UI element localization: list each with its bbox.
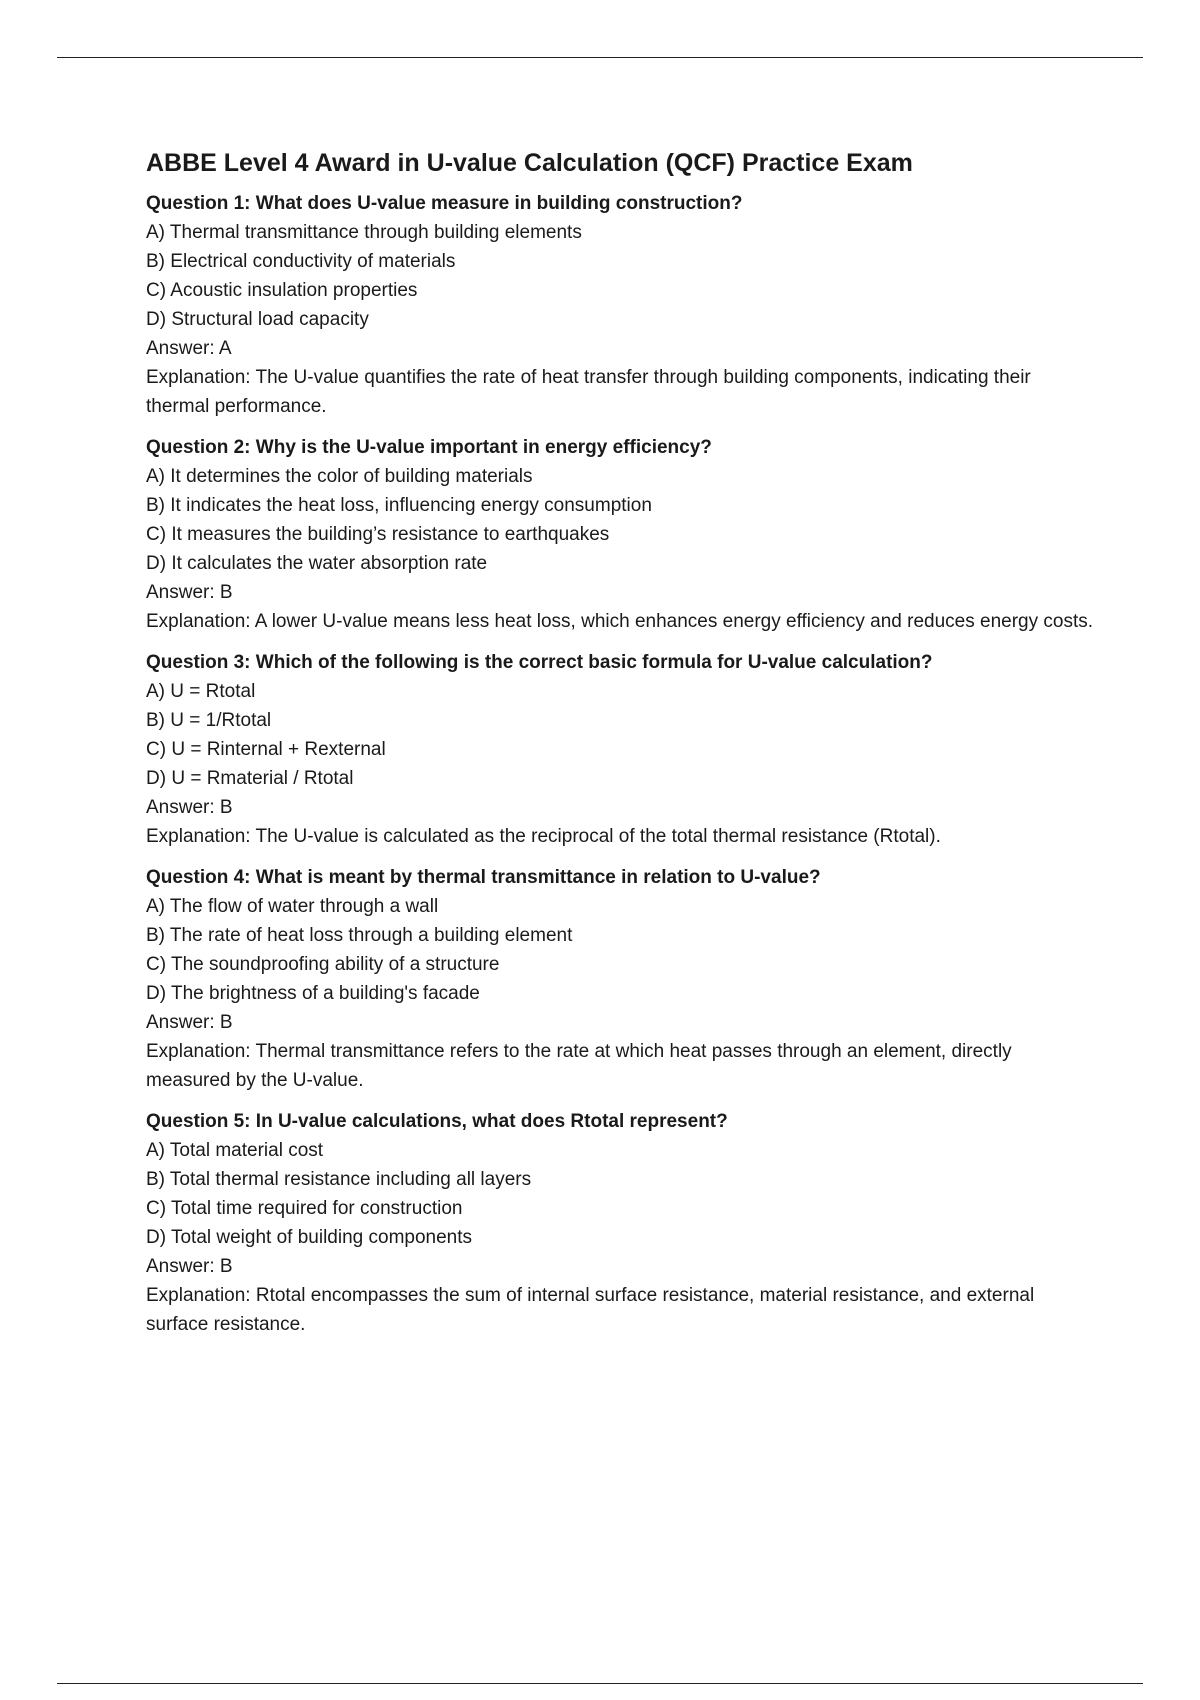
page-title: ABBE Level 4 Award in U-value Calculation (QCF) Practice Exam	[146, 149, 913, 177]
option-b: B) Electrical conductivity of materials	[146, 251, 456, 272]
answer: Answer: B	[146, 1012, 233, 1033]
option-c: C) U = Rinternal + Rexternal	[146, 739, 386, 760]
question-block-3	[146, 649, 1096, 851]
option-d: D) It calculates the water absorption rate	[146, 553, 488, 574]
option-c: C) Total time required for construction	[146, 1198, 463, 1219]
option-a: A) Total material cost	[146, 1140, 324, 1161]
question-text: Question 2: Why is the U-value important in energy efficiency?	[146, 437, 712, 458]
answer: Answer: B	[146, 582, 233, 603]
answer: Answer: B	[146, 1256, 233, 1277]
explanation: Explanation: The U-value is calculated as the reciprocal of the total thermal resistance (Rtotal).	[146, 826, 941, 847]
question-text: Question 3: Which of the following is the correct basic formula for U-value calculation?	[146, 652, 933, 673]
option-a: A) U = Rtotal	[146, 681, 256, 702]
option-a: A) The flow of water through a wall	[146, 896, 439, 917]
explanation: Explanation: The U-value quantifies the rate of heat transfer through building components, indicating their thermal performance.	[146, 367, 1031, 417]
option-d: D) Total weight of building components	[146, 1227, 473, 1248]
exam-content	[146, 145, 1096, 1352]
question-block-2	[146, 434, 1096, 636]
option-d: D) The brightness of a building's facade	[146, 983, 480, 1004]
answer: Answer: A	[146, 338, 232, 359]
question-text: Question 1: What does U-value measure in building construction?	[146, 193, 743, 214]
option-c: C) It measures the building’s resistance to earthquakes	[146, 524, 610, 545]
answer: Answer: B	[146, 797, 233, 818]
option-b: B) U = 1/Rtotal	[146, 710, 272, 731]
explanation: Explanation: Rtotal encompasses the sum of internal surface resistance, material resistance, and external surface resistance.	[146, 1285, 1035, 1335]
option-b: B) It indicates the heat loss, influencing energy consumption	[146, 495, 652, 516]
question-text: Question 5: In U-value calculations, what does Rtotal represent?	[146, 1111, 728, 1132]
explanation: Explanation: A lower U-value means less heat loss, which enhances energy efficiency and reduces energy costs.	[146, 611, 1094, 632]
question-block-5	[146, 1108, 1096, 1339]
option-b: B) The rate of heat loss through a building element	[146, 925, 573, 946]
option-a: A) It determines the color of building materials	[146, 466, 533, 487]
option-d: D) Structural load capacity	[146, 309, 369, 330]
option-c: C) The soundproofing ability of a structure	[146, 954, 500, 975]
option-a: A) Thermal transmittance through building elements	[146, 222, 582, 243]
option-b: B) Total thermal resistance including all layers	[146, 1169, 532, 1190]
option-c: C) Acoustic insulation properties	[146, 280, 418, 301]
option-d: D) U = Rmaterial / Rtotal	[146, 768, 354, 789]
question-text: Question 4: What is meant by thermal transmittance in relation to U-value?	[146, 867, 821, 888]
question-block-1	[146, 190, 1096, 421]
footer-rule	[57, 1683, 1143, 1684]
question-block-4	[146, 864, 1096, 1095]
header-rule	[57, 57, 1143, 58]
explanation: Explanation: Thermal transmittance refers to the rate at which heat passes through an element, directly measured by the U-value.	[146, 1041, 1012, 1091]
